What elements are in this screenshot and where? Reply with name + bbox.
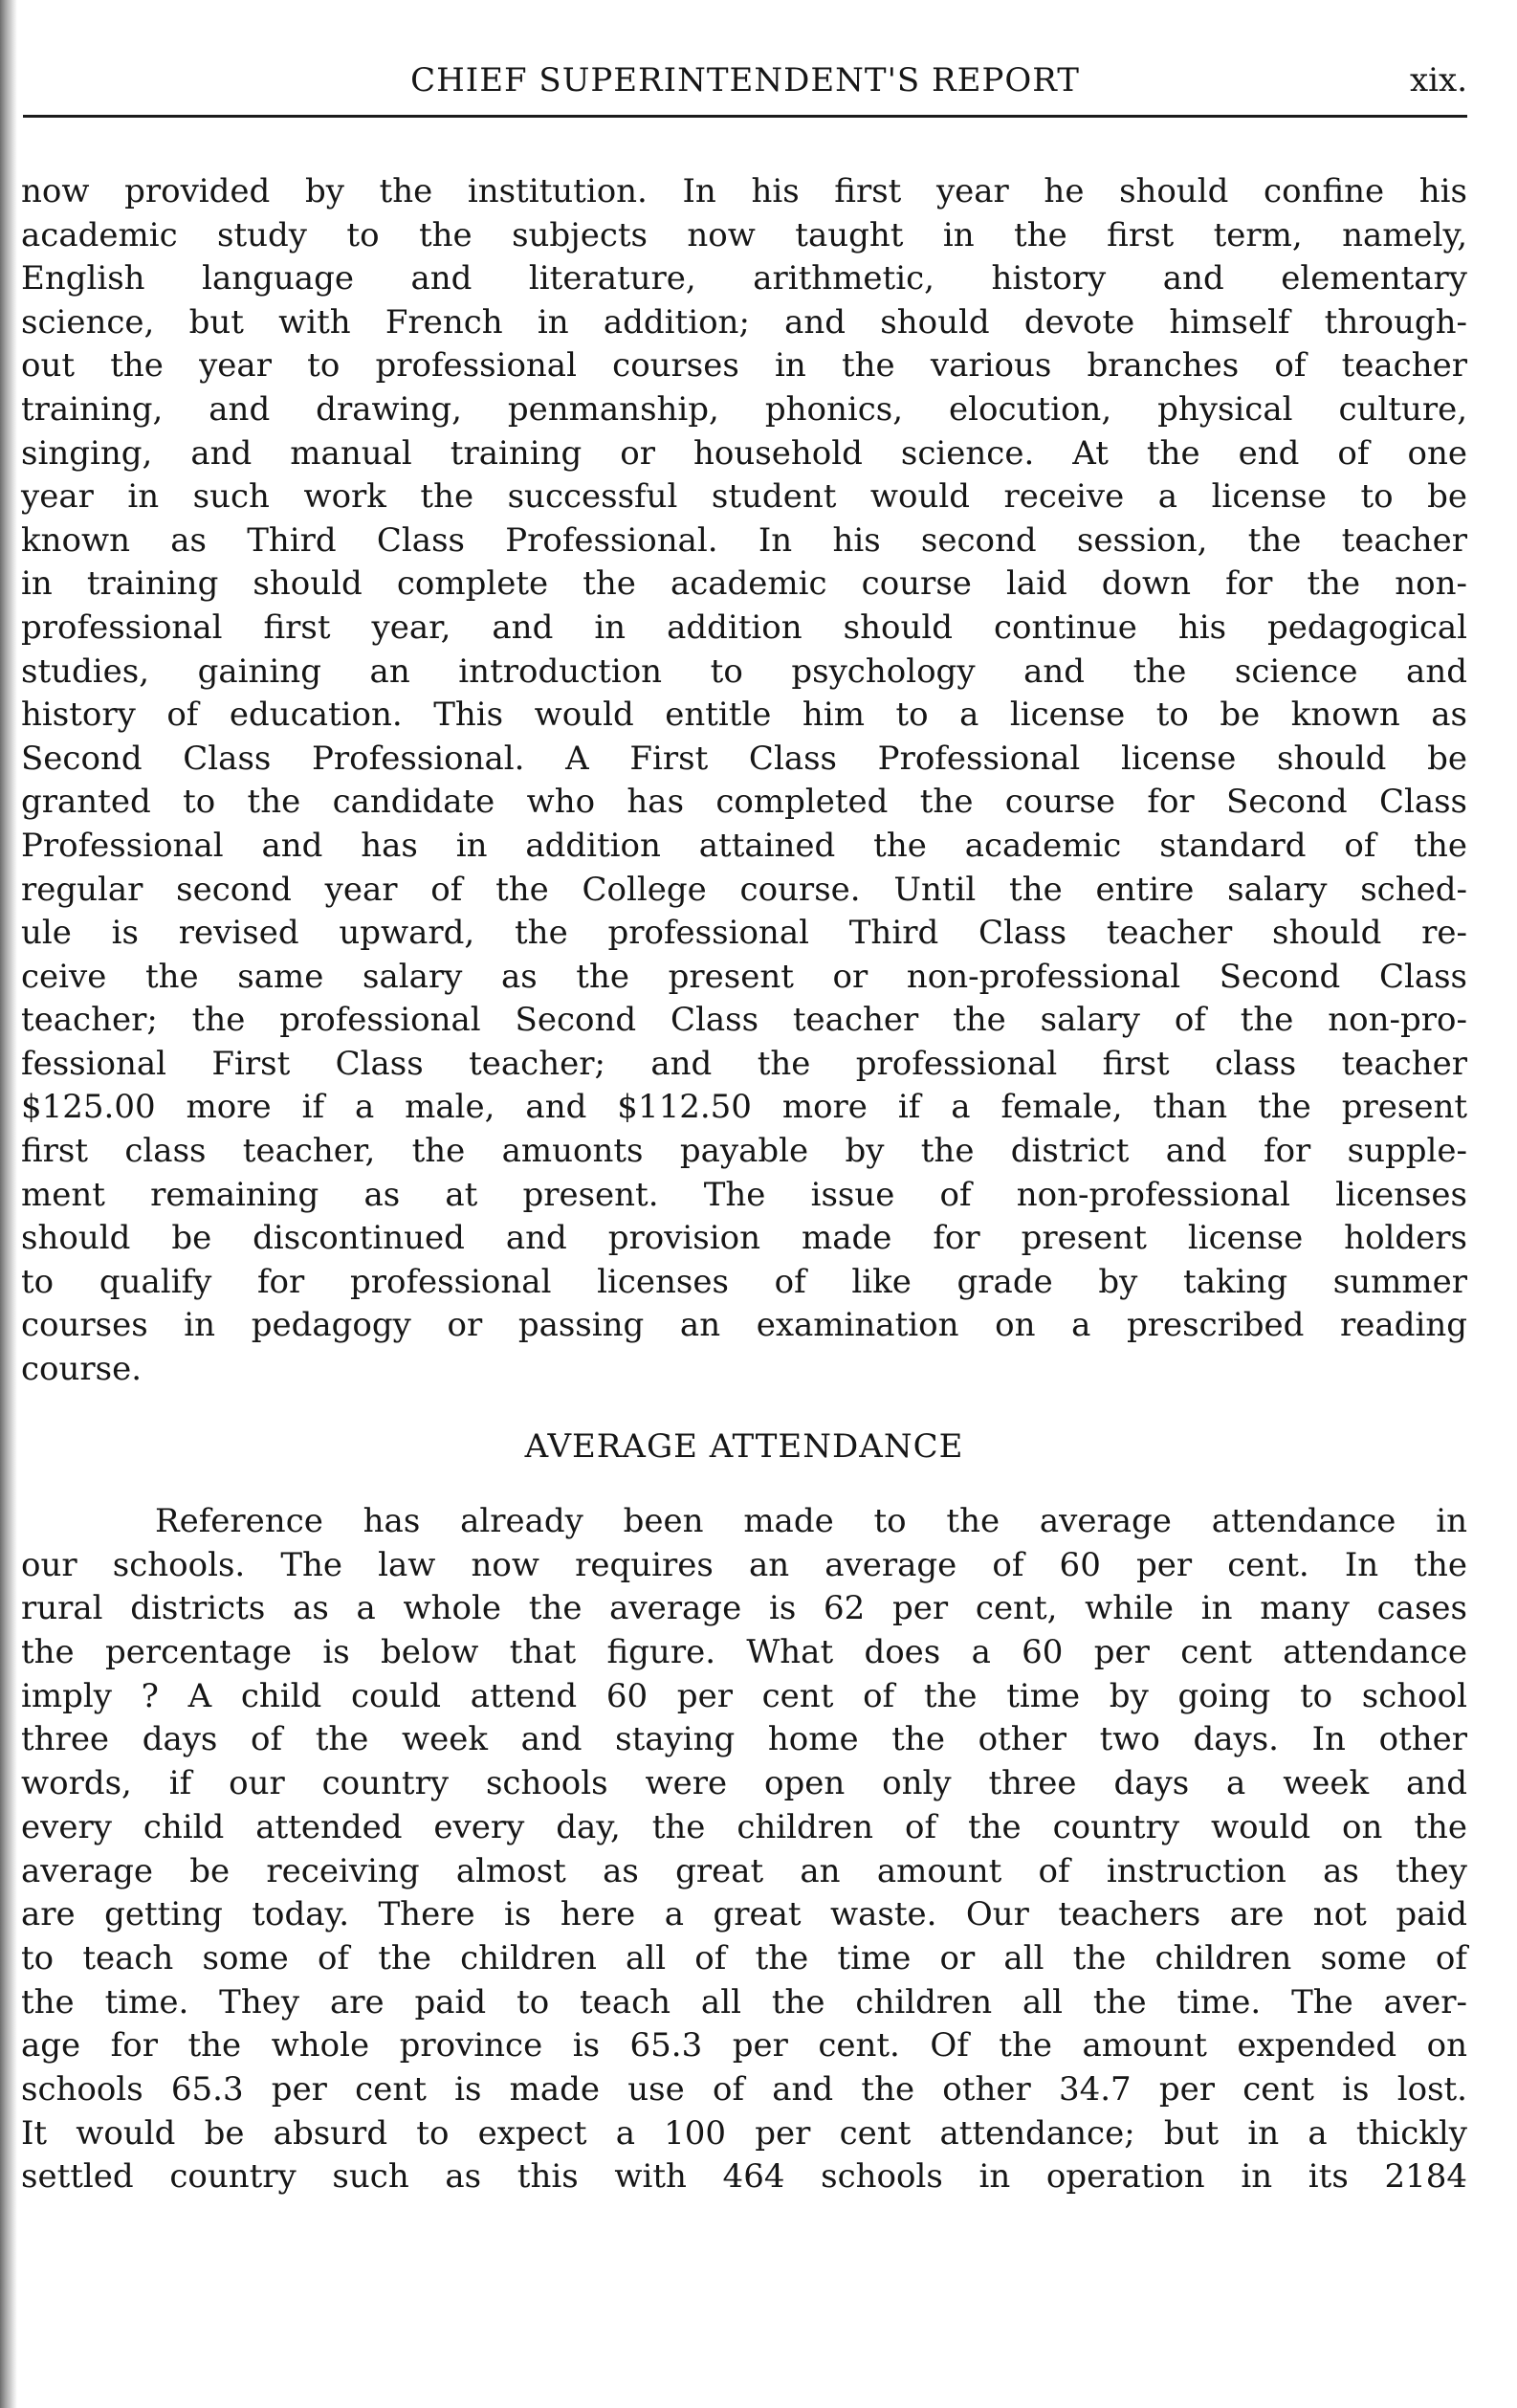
text-line: imply ? A child could attend 60 per cent of the time by going to school [21,1676,1467,1715]
text-line: first class teacher, the amuonts payable by the district and for supple- [21,1132,1467,1171]
binding-edge-shadow [0,0,17,2408]
text-line: out the year to professional courses in the various branches of teacher [21,346,1467,386]
page-number: xix. [1409,61,1467,99]
text-line: science, but with French in addition; and should devote himself through- [21,302,1467,342]
paragraph-average-attendance [21,1500,1467,2199]
text-line: It would be absurd to expect a 100 per cent attendance; but in a thickly [21,2113,1467,2153]
text-line: ceive the same salary as the present or non-professional Second Class [21,957,1467,996]
text-line: course. [21,1350,143,1389]
text-line: English language and literature, arithmetic, history and elementary [21,259,1467,298]
text-line: now provided by the institution. In his first year he should confine his [21,172,1467,210]
text-line: the percentage is below that figure. What does a 60 per cent attendance [21,1633,1467,1672]
text-line: to teach some of the children all of the time or all the children some of [21,1938,1467,1977]
text-line: teacher; the professional Second Class teacher the salary of the non-pro- [21,1001,1467,1040]
text-line: are getting today. There is here a great waste. Our teachers are not paid [21,1895,1467,1934]
text-line: year in such work the successful student would receive a license to be [21,477,1467,517]
text-line: every child attended every day, the children of the country would on the [21,1807,1467,1846]
text-line: academic study to the subjects now taught in the first term, namely, [21,215,1467,254]
text-line: training, and drawing, penmanship, phonics, elocution, physical culture, [21,389,1467,429]
text-line: professional first year, and in addition should continue his pedagogical [21,608,1467,647]
text-line: average be receiving almost as great an amount of instruction as they [21,1851,1467,1890]
text-line: singing, and manual training or household science. At the end of one [21,433,1467,473]
text-line: ule is revised upward, the professional Third Class teacher should re- [21,914,1467,953]
text-line: schools 65.3 per cent is made use of and the other 34.7 per cent is lost. [21,2069,1467,2109]
text-line: should be discontinued and provision made for present license holders [21,1219,1467,1258]
text-line: studies, gaining an introduction to psychology and the science and [21,652,1467,691]
text-line: settled country such as this with 464 schools in operation in its 2184 [21,2157,1467,2197]
running-header [23,61,1467,109]
header-rule [23,115,1467,118]
text-line: Second Class Professional. A First Class Professional license should be [21,739,1467,778]
text-line: in training should complete the academic course laid down for the non- [21,564,1467,604]
text-line: words, if our country schools were open only three days a week and [21,1764,1467,1803]
paragraph-professional-training [21,170,1467,1392]
text-line: regular second year of the College course. Until the entire salary sched- [21,870,1467,909]
text-line: Reference has already been made to the average attendance in [155,1502,1467,1540]
text-line: ment remaining as at present. The issue of non-professional licenses [21,1175,1467,1214]
text-line: the time. They are paid to teach all the children all the time. The aver- [21,1982,1467,2021]
text-line: age for the whole province is 65.3 per cent. Of the amount expended on [21,2026,1467,2066]
section-heading-average-attendance: AVERAGE ATTENDANCE [524,1427,964,1466]
text-line: three days of the week and staying home the other two days. In other [21,1720,1467,1759]
text-line: known as Third Class Professional. In his second session, the teacher [21,520,1467,560]
text-line: Professional and has in addition attained the academic standard of the [21,826,1467,865]
text-line: granted to the candidate who has completed the course for Second Class [21,783,1467,822]
text-line: fessional First Class teacher; and the professional first class teacher [21,1044,1467,1083]
text-line: history of education. This would entitle him to a license to be known as [21,696,1467,735]
running-title: CHIEF SUPERINTENDENT'S REPORT [410,61,1080,99]
text-line: $125.00 more if a male, and $112.50 more if a female, than the present [21,1088,1467,1127]
text-line: to qualify for professional licenses of like grade by taking summer [21,1262,1467,1301]
text-line: courses in pedagogy or passing an examination on a prescribed reading [21,1306,1467,1345]
text-line: our schools. The law now requires an average of 60 per cent. In the [21,1545,1467,1584]
text-line: rural districts as a whole the average is 62 per cent, while in many cases [21,1589,1467,1628]
